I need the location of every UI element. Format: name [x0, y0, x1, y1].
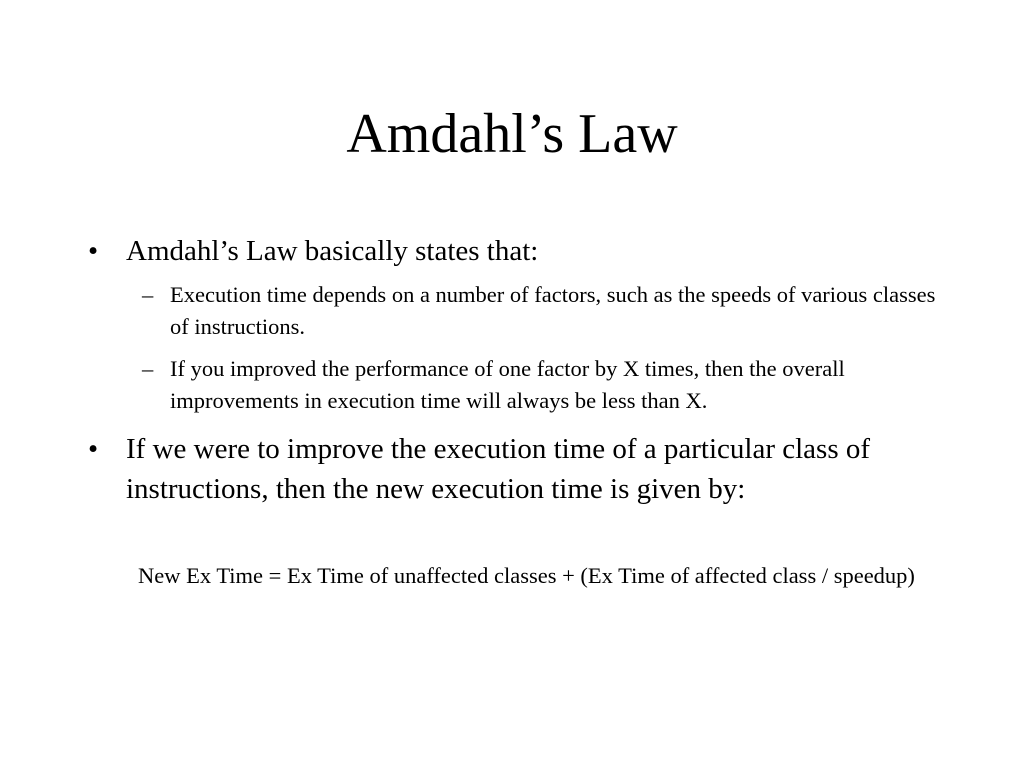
sub-bullet-item [142, 279, 945, 343]
bullet-marker: • [88, 235, 99, 267]
bullet-text: If we were to improve the execution time of a particular class of instructions, then the new execution time is given by: [126, 433, 871, 505]
formula-text: New Ex Time = Ex Time of unaffected classes + (Ex Time of affected class / speedup) [138, 563, 915, 588]
slide-title: Amdahl’s Law [346, 103, 678, 165]
sub-bullet-item [142, 353, 945, 417]
sub-bullet-marker: – [142, 356, 154, 381]
sub-bullet-text: If you improved the performance of one factor by X times, then the overall improvements in execution time will always be less than X. [170, 356, 845, 413]
sub-bullet-text: Execution time depends on a number of factors, such as the speeds of various classes of instructions. [170, 282, 936, 339]
bullet-item [88, 231, 936, 271]
bullet-marker: • [88, 433, 99, 465]
bullet-item [88, 429, 936, 509]
sub-bullet-marker: – [142, 282, 154, 307]
bullet-text: Amdahl’s Law basically states that: [126, 235, 539, 267]
